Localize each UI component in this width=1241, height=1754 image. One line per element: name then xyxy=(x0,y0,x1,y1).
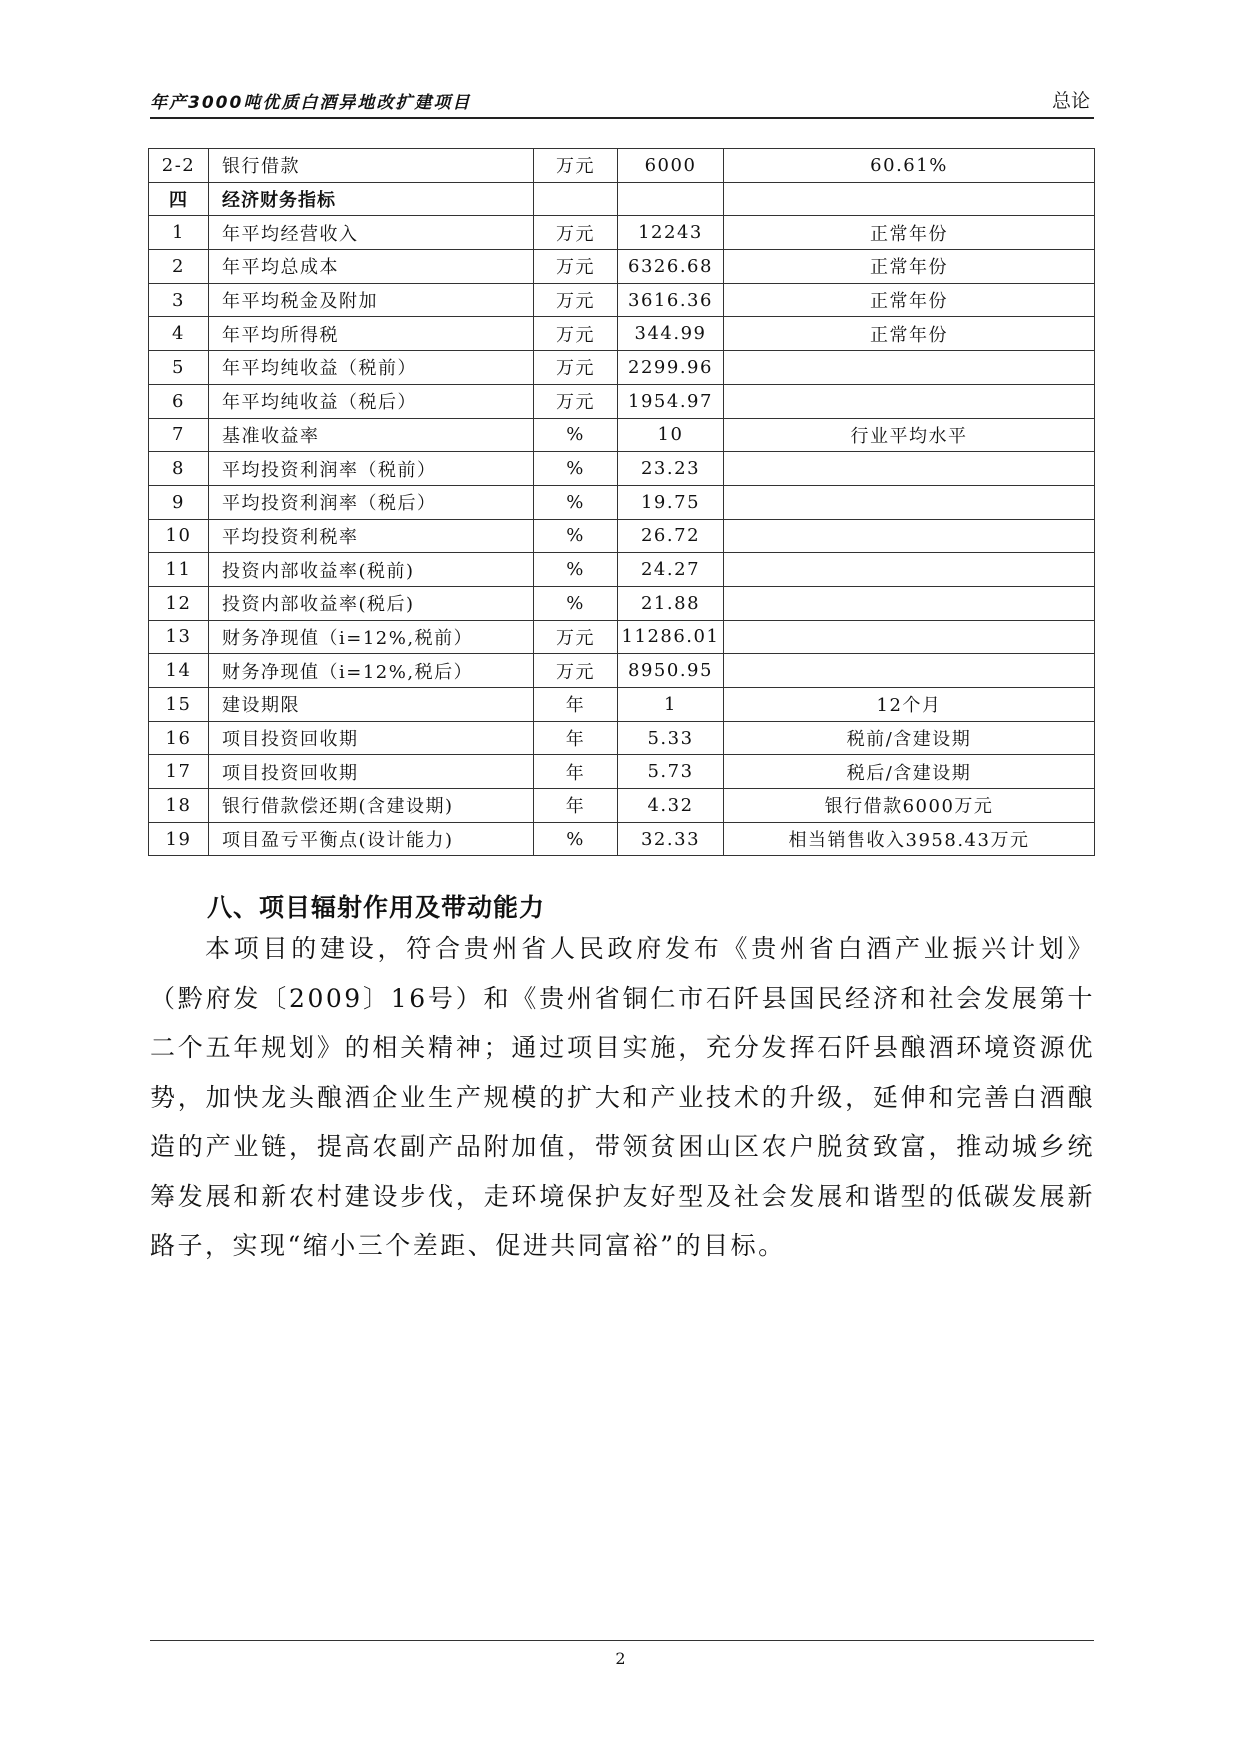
unit-cell xyxy=(534,182,618,216)
indicator-name-cell: 银行借款 xyxy=(209,149,534,183)
note-cell: 银行借款6000万元 xyxy=(724,789,1095,823)
note-cell: 正常年份 xyxy=(724,283,1095,317)
unit-cell: 万元 xyxy=(534,283,618,317)
table-row xyxy=(149,418,1095,452)
footer-divider xyxy=(150,1640,1094,1641)
row-index-cell: 3 xyxy=(149,283,209,317)
indicator-name-cell: 年平均税金及附加 xyxy=(209,283,534,317)
indicator-name-cell: 建设期限 xyxy=(209,688,534,722)
unit-cell: 万元 xyxy=(534,620,618,654)
table-row xyxy=(149,317,1095,351)
unit-cell: % xyxy=(534,586,618,620)
note-cell: 税前/含建设期 xyxy=(724,721,1095,755)
value-cell: 21.88 xyxy=(618,586,724,620)
note-cell xyxy=(724,452,1095,486)
unit-cell: 万元 xyxy=(534,317,618,351)
row-index-cell: 17 xyxy=(149,755,209,789)
header-divider xyxy=(150,117,1094,119)
table-row xyxy=(149,822,1095,856)
row-index-cell: 9 xyxy=(149,485,209,519)
unit-cell: % xyxy=(534,822,618,856)
page-number: 2 xyxy=(615,1649,626,1668)
note-cell xyxy=(724,586,1095,620)
row-index-cell: 16 xyxy=(149,721,209,755)
note-cell xyxy=(724,654,1095,688)
unit-cell: 年 xyxy=(534,688,618,722)
value-cell: 5.33 xyxy=(618,721,724,755)
value-cell: 23.23 xyxy=(618,452,724,486)
unit-cell: 万元 xyxy=(534,216,618,250)
value-cell: 2299.96 xyxy=(618,351,724,385)
note-cell xyxy=(724,182,1095,216)
row-index-cell: 7 xyxy=(149,418,209,452)
section-name: 总论 xyxy=(1051,90,1090,112)
indicators-table xyxy=(148,148,1095,856)
table-row xyxy=(149,519,1095,553)
indicator-name-cell: 项目盈亏平衡点(设计能力) xyxy=(209,822,534,856)
row-index-cell: 四 xyxy=(149,182,209,216)
value-cell: 26.72 xyxy=(618,519,724,553)
table-row xyxy=(149,789,1095,823)
indicator-name-cell: 基准收益率 xyxy=(209,418,534,452)
indicator-name-cell: 平均投资利税率 xyxy=(209,519,534,553)
row-index-cell: 5 xyxy=(149,351,209,385)
note-cell: 60.61% xyxy=(724,149,1095,183)
row-index-cell: 11 xyxy=(149,553,209,587)
note-cell xyxy=(724,485,1095,519)
note-cell: 12个月 xyxy=(724,688,1095,722)
value-cell: 344.99 xyxy=(618,317,724,351)
table-row xyxy=(149,654,1095,688)
indicator-name-cell: 经济财务指标 xyxy=(209,182,534,216)
row-index-cell: 15 xyxy=(149,688,209,722)
table-row xyxy=(149,485,1095,519)
unit-cell: 万元 xyxy=(534,149,618,183)
table-row xyxy=(149,620,1095,654)
indicator-name-cell: 项目投资回收期 xyxy=(209,721,534,755)
value-cell: 12243 xyxy=(618,216,724,250)
row-index-cell: 12 xyxy=(149,586,209,620)
unit-cell: % xyxy=(534,519,618,553)
indicator-name-cell: 年平均总成本 xyxy=(209,250,534,284)
value-cell: 11286.01 xyxy=(618,620,724,654)
table-row xyxy=(149,721,1095,755)
value-cell: 3616.36 xyxy=(618,283,724,317)
note-cell: 正常年份 xyxy=(724,216,1095,250)
indicator-name-cell: 项目投资回收期 xyxy=(209,755,534,789)
indicator-name-cell: 财务净现值（i=12%,税前） xyxy=(209,620,534,654)
row-index-cell: 14 xyxy=(149,654,209,688)
note-cell: 行业平均水平 xyxy=(724,418,1095,452)
indicator-name-cell: 年平均经营收入 xyxy=(209,216,534,250)
table-row xyxy=(149,149,1095,183)
value-cell: 6326.68 xyxy=(618,250,724,284)
table-row xyxy=(149,216,1095,250)
indicator-name-cell: 年平均纯收益（税前） xyxy=(209,351,534,385)
table-row xyxy=(149,553,1095,587)
unit-cell: % xyxy=(534,452,618,486)
value-cell: 5.73 xyxy=(618,755,724,789)
indicator-name-cell: 平均投资利润率（税前） xyxy=(209,452,534,486)
note-cell: 税后/含建设期 xyxy=(724,755,1095,789)
indicator-name-cell: 投资内部收益率(税前) xyxy=(209,553,534,587)
table-row xyxy=(149,384,1095,418)
section-paragraph: 本项目的建设，符合贵州省人民政府发布《贵州省白酒产业振兴计划》（黔府发〔2009〕16号）和《贵州省铜仁市石阡县国民经济和社会发展第十二个五年规划》的相关精神；通过项目实施，充分发挥石阡县酿酒环境资源优势，加快龙头酿酒企业生产规模的扩大和产业技术的升级，延伸和完善白酒酿造的产业链，提高农副产品附加值，带领贫困山区农户脱贫致富，推动城乡统筹发展和新农村建设步伐，走环境保护友好型及社会发展和谐型的低碳发展新路子，实现“缩小三个差距、促进共同富裕”的目标。 xyxy=(150,934,1095,1260)
table-row xyxy=(149,283,1095,317)
value-cell: 4.32 xyxy=(618,789,724,823)
unit-cell: % xyxy=(534,418,618,452)
table-row xyxy=(149,586,1095,620)
table-row xyxy=(149,182,1095,216)
table-row xyxy=(149,452,1095,486)
unit-cell: 万元 xyxy=(534,250,618,284)
row-index-cell: 18 xyxy=(149,789,209,823)
note-cell: 相当销售收入3958.43万元 xyxy=(724,822,1095,856)
unit-cell: 年 xyxy=(534,755,618,789)
indicator-name-cell: 平均投资利润率（税后） xyxy=(209,485,534,519)
document-title: 年产3000吨优质白酒异地改扩建项目 xyxy=(150,93,472,113)
unit-cell: 年 xyxy=(534,721,618,755)
row-index-cell: 6 xyxy=(149,384,209,418)
row-index-cell: 4 xyxy=(149,317,209,351)
row-index-cell: 19 xyxy=(149,822,209,856)
unit-cell: % xyxy=(534,485,618,519)
unit-cell: 万元 xyxy=(534,654,618,688)
note-cell xyxy=(724,351,1095,385)
indicator-name-cell: 银行借款偿还期(含建设期) xyxy=(209,789,534,823)
table-row xyxy=(149,755,1095,789)
value-cell: 8950.95 xyxy=(618,654,724,688)
unit-cell: 万元 xyxy=(534,384,618,418)
value-cell: 10 xyxy=(618,418,724,452)
unit-cell: 年 xyxy=(534,789,618,823)
indicator-name-cell: 财务净现值（i=12%,税后） xyxy=(209,654,534,688)
note-cell xyxy=(724,553,1095,587)
row-index-cell: 10 xyxy=(149,519,209,553)
note-cell: 正常年份 xyxy=(724,250,1095,284)
table-row xyxy=(149,351,1095,385)
table-row xyxy=(149,688,1095,722)
row-index-cell: 8 xyxy=(149,452,209,486)
indicator-name-cell: 投资内部收益率(税后) xyxy=(209,586,534,620)
row-index-cell: 13 xyxy=(149,620,209,654)
row-index-cell: 2-2 xyxy=(149,149,209,183)
section-heading: 八、项目辐射作用及带动能力 xyxy=(207,893,546,922)
indicators-table-body xyxy=(149,149,1095,856)
value-cell: 19.75 xyxy=(618,485,724,519)
value-cell: 1 xyxy=(618,688,724,722)
value-cell: 32.33 xyxy=(618,822,724,856)
unit-cell: % xyxy=(534,553,618,587)
value-cell: 1954.97 xyxy=(618,384,724,418)
table-row xyxy=(149,250,1095,284)
note-cell: 正常年份 xyxy=(724,317,1095,351)
row-index-cell: 2 xyxy=(149,250,209,284)
indicator-name-cell: 年平均纯收益（税后） xyxy=(209,384,534,418)
row-index-cell: 1 xyxy=(149,216,209,250)
value-cell xyxy=(618,182,724,216)
note-cell xyxy=(724,519,1095,553)
note-cell xyxy=(724,620,1095,654)
page-header xyxy=(150,88,1092,116)
note-cell xyxy=(724,384,1095,418)
value-cell: 6000 xyxy=(618,149,724,183)
unit-cell: 万元 xyxy=(534,351,618,385)
indicator-name-cell: 年平均所得税 xyxy=(209,317,534,351)
value-cell: 24.27 xyxy=(618,553,724,587)
